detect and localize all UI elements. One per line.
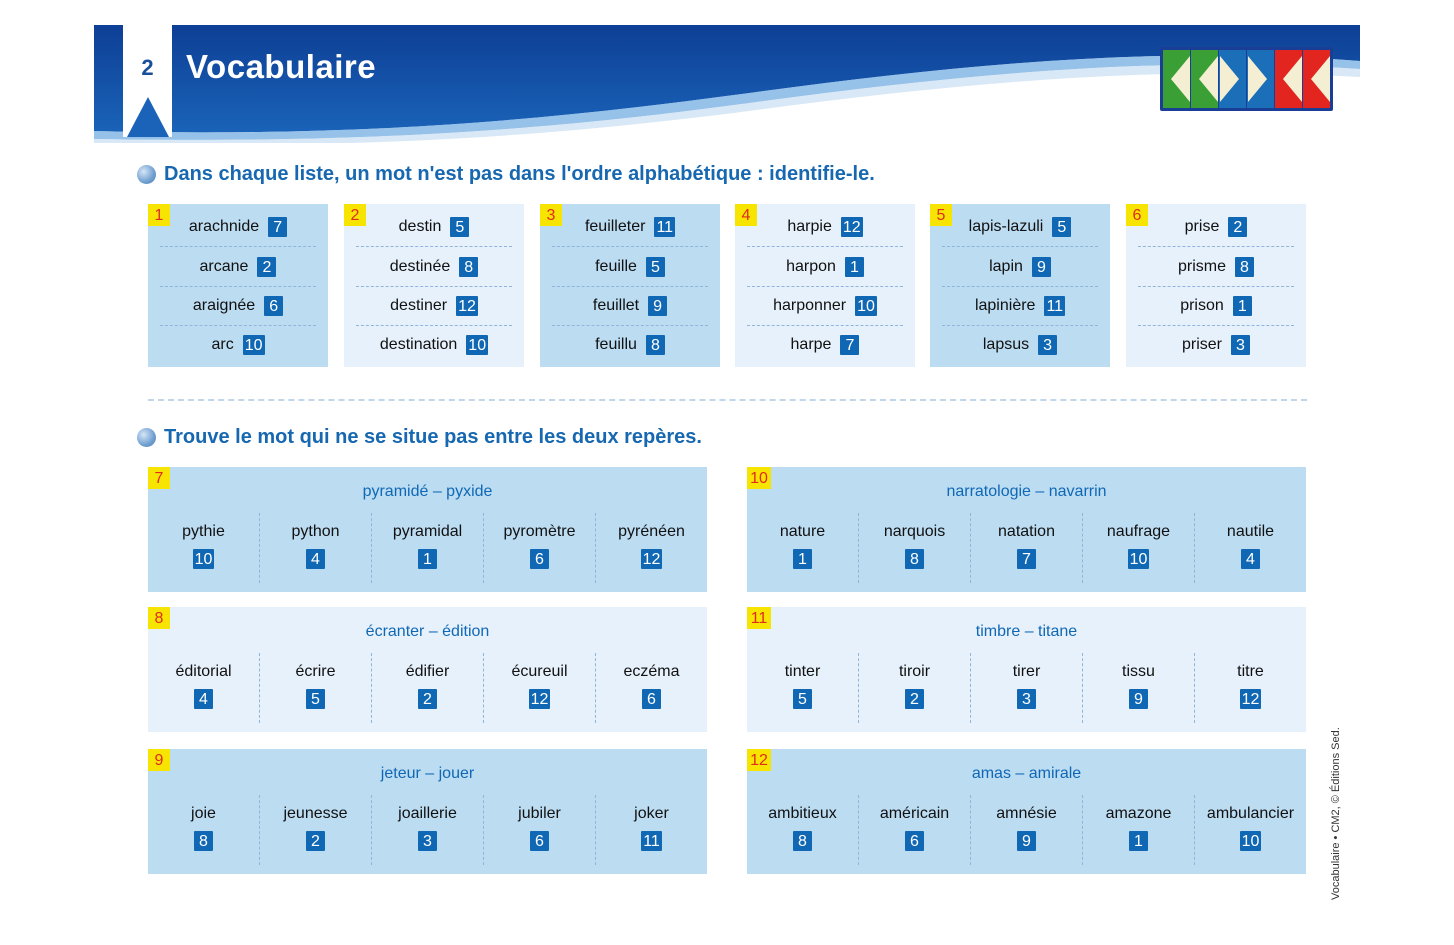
- word: tissu: [1122, 663, 1155, 680]
- number-tag: 2: [1228, 217, 1247, 237]
- word: ambitieux: [768, 805, 837, 822]
- list-item[interactable]: [160, 286, 316, 326]
- word-option[interactable]: [148, 795, 259, 865]
- exercise-box-10: [747, 467, 1306, 592]
- number-tag: 8: [194, 831, 213, 851]
- page-title: Vocabulaire: [186, 48, 377, 85]
- copyright-credit: Vocabulaire • CM2, © Éditions Sed.: [1330, 727, 1342, 900]
- word: eczéma: [623, 663, 680, 680]
- word-option[interactable]: [371, 795, 483, 865]
- word-option[interactable]: [259, 795, 371, 865]
- number-tag: 3: [1017, 689, 1036, 709]
- number-tag: 8: [1235, 257, 1254, 277]
- word: amnésie: [996, 805, 1057, 822]
- list-item[interactable]: [356, 325, 512, 364]
- word: feuillu: [595, 335, 637, 353]
- number-tag: 8: [793, 831, 812, 851]
- word-option[interactable]: [858, 653, 970, 723]
- number-tag: 4: [306, 549, 325, 569]
- number-tag: 1: [793, 549, 812, 569]
- word: prise: [1184, 217, 1220, 235]
- publisher-logo: [1160, 47, 1333, 111]
- number-tag: 6: [530, 549, 549, 569]
- number-tag: 4: [194, 689, 213, 709]
- number-tag: 1: [845, 257, 864, 277]
- list-number-badge: 2: [344, 204, 366, 226]
- list-item[interactable]: [552, 325, 708, 364]
- word: destin: [398, 217, 442, 235]
- number-tag: 2: [257, 257, 276, 277]
- word: jeunesse: [283, 805, 348, 822]
- word-option[interactable]: [148, 513, 259, 583]
- box-number-badge: 8: [148, 607, 170, 629]
- list-number-badge: 4: [735, 204, 757, 226]
- word: priser: [1181, 335, 1222, 353]
- list-item[interactable]: [747, 247, 903, 287]
- number-tag: 7: [268, 217, 287, 237]
- list-item[interactable]: [552, 247, 708, 287]
- triangle-icon: [127, 97, 169, 137]
- list-number-badge: 6: [1126, 204, 1148, 226]
- bounds-label: jeteur – jouer: [380, 765, 475, 782]
- word-option[interactable]: [1194, 653, 1306, 723]
- number-tag: 11: [1046, 297, 1064, 315]
- word: pythie: [182, 523, 225, 540]
- word: pyramidal: [392, 523, 463, 540]
- word-option[interactable]: [747, 513, 858, 583]
- exercise-box-9: [148, 749, 707, 874]
- instruction-2: [137, 426, 702, 449]
- word-option[interactable]: [970, 513, 1082, 583]
- list-item[interactable]: [356, 286, 512, 326]
- word: titre: [1237, 663, 1264, 680]
- list-item[interactable]: [356, 207, 512, 247]
- chapter-number: 2: [141, 55, 154, 80]
- number-tag: 5: [793, 689, 812, 709]
- list-item[interactable]: [747, 325, 903, 364]
- number-tag: 3: [418, 831, 437, 851]
- number-tag: 5: [1052, 217, 1071, 237]
- word: prison: [1180, 296, 1224, 314]
- number-tag: 11: [656, 218, 674, 236]
- list-item[interactable]: [1138, 247, 1294, 287]
- bullet-icon: [137, 428, 156, 447]
- exercise-box-11: [747, 607, 1306, 732]
- list-item[interactable]: [356, 247, 512, 287]
- word: tiroir: [898, 663, 931, 680]
- word: arcane: [199, 257, 249, 275]
- number-tag: 12: [530, 691, 549, 708]
- word: joie: [191, 805, 216, 822]
- word: pyromètre: [503, 523, 576, 540]
- list-item[interactable]: [552, 207, 708, 247]
- list-item[interactable]: [942, 325, 1098, 364]
- number-tag: 12: [458, 297, 476, 315]
- number-tag: 9: [648, 296, 667, 316]
- list-number-badge: 5: [930, 204, 952, 226]
- list-4: [735, 204, 915, 367]
- number-tag: 2: [306, 831, 325, 851]
- word-option[interactable]: [1082, 795, 1194, 865]
- number-tag: 9: [1129, 689, 1148, 709]
- word: feuillet: [592, 296, 640, 314]
- logo-arrows-icon: [1163, 50, 1330, 108]
- list-item[interactable]: [1138, 286, 1294, 326]
- word: naufrage: [1106, 523, 1171, 540]
- word: nautile: [1226, 523, 1275, 540]
- word: harpie: [787, 217, 832, 235]
- number-tag: 8: [905, 549, 924, 569]
- word: harpe: [790, 335, 832, 353]
- word-option[interactable]: [595, 795, 707, 865]
- number-tag: 1: [1129, 831, 1148, 851]
- word-option[interactable]: [1194, 795, 1306, 865]
- exercise-box-12: [747, 749, 1306, 874]
- word: écrire: [295, 663, 336, 680]
- word: lapsus: [982, 335, 1030, 353]
- word-option[interactable]: [970, 653, 1082, 723]
- box-number-badge: 10: [747, 467, 771, 489]
- word: destinée: [389, 257, 451, 275]
- word: feuilleter: [584, 217, 646, 235]
- number-tag: 7: [840, 335, 859, 355]
- word: écureuil: [511, 663, 568, 680]
- number-tag: 2: [905, 689, 924, 709]
- word: feuille: [595, 257, 637, 275]
- number-tag: 5: [306, 689, 325, 709]
- number-tag: 7: [1017, 549, 1036, 569]
- number-tag: 1: [1233, 296, 1252, 316]
- number-tag: 12: [1241, 691, 1260, 708]
- word-option[interactable]: [747, 795, 858, 865]
- word: jubiler: [518, 805, 561, 822]
- word: tinter: [784, 663, 821, 680]
- number-tag: 11: [643, 833, 660, 850]
- word: ambulancier: [1206, 805, 1295, 822]
- bounds-label: écranter – édition: [365, 623, 490, 640]
- list-item[interactable]: [1138, 325, 1294, 364]
- word-option[interactable]: [371, 513, 483, 583]
- word: prisme: [1177, 257, 1226, 275]
- word: pyrénéen: [618, 523, 685, 540]
- number-tag: 4: [1241, 549, 1260, 569]
- instruction-2-text: Trouve le mot qui ne se situe pas entre les deux repères.: [164, 426, 702, 448]
- list-number-badge: 1: [148, 204, 170, 226]
- list-3: [540, 204, 720, 367]
- number-tag: 8: [646, 335, 665, 355]
- number-tag: 2: [418, 689, 437, 709]
- list-item[interactable]: [160, 247, 316, 287]
- word: éditorial: [175, 663, 232, 680]
- number-tag: 12: [642, 551, 661, 568]
- word-option[interactable]: [858, 513, 970, 583]
- word: arc: [211, 335, 234, 353]
- chapter-tab: [123, 25, 172, 137]
- section-divider: [148, 399, 1307, 401]
- word: nature: [779, 523, 826, 540]
- list-item[interactable]: [747, 286, 903, 326]
- bullet-icon: [137, 165, 156, 184]
- word-option[interactable]: [1082, 653, 1194, 723]
- number-tag: 6: [264, 296, 283, 316]
- list-6: [1126, 204, 1306, 367]
- word-option[interactable]: [483, 653, 595, 723]
- word: joaillerie: [398, 805, 457, 822]
- exercise-box-8: [148, 607, 707, 732]
- number-tag: 12: [842, 218, 861, 236]
- word: édifier: [405, 663, 450, 680]
- number-tag: 10: [1241, 833, 1260, 850]
- bounds-label: narratologie – navarrin: [946, 483, 1107, 500]
- bounds-label: pyramidé – pyxide: [362, 483, 493, 500]
- number-tag: 6: [530, 831, 549, 851]
- instruction-1-text: Dans chaque liste, un mot n'est pas dans l'ordre alphabétique : identifie-le.: [164, 163, 875, 185]
- number-tag: 3: [1038, 335, 1057, 355]
- word: harponner: [773, 296, 847, 314]
- list-item[interactable]: [942, 247, 1098, 287]
- word: araignée: [192, 296, 256, 314]
- word: destination: [379, 335, 458, 353]
- box-number-badge: 11: [747, 607, 771, 629]
- number-tag: 5: [450, 217, 469, 237]
- number-tag: 3: [1231, 335, 1250, 355]
- word: joker: [634, 805, 669, 822]
- word: tirer: [1012, 663, 1041, 680]
- word-option[interactable]: [148, 653, 259, 723]
- box-number-badge: 12: [747, 749, 771, 771]
- bounds-label: amas – amirale: [971, 765, 1082, 782]
- list-1: [148, 204, 328, 367]
- word: harpon: [786, 257, 836, 275]
- number-tag: 1: [418, 549, 437, 569]
- number-tag: 9: [1032, 257, 1051, 277]
- list-item[interactable]: [160, 207, 316, 247]
- word: destiner: [390, 296, 448, 314]
- box-number-badge: 9: [148, 749, 170, 771]
- instruction-1: [137, 163, 875, 186]
- word-option[interactable]: [595, 513, 707, 583]
- word-option[interactable]: [595, 653, 707, 723]
- number-tag: 6: [905, 831, 924, 851]
- word: python: [291, 523, 340, 540]
- word: lapin: [989, 257, 1023, 275]
- box-number-badge: 7: [148, 467, 170, 489]
- number-tag: 6: [642, 689, 661, 709]
- word-option[interactable]: [259, 653, 371, 723]
- word: natation: [998, 523, 1055, 540]
- word-option[interactable]: [970, 795, 1082, 865]
- list-2: [344, 204, 524, 367]
- bounds-label: timbre – titane: [975, 623, 1078, 640]
- number-tag: 5: [646, 257, 665, 277]
- word-option[interactable]: [259, 513, 371, 583]
- number-tag: 9: [1017, 831, 1036, 851]
- word: lapinière: [974, 296, 1036, 314]
- word: amazone: [1105, 805, 1172, 822]
- number-tag: 10: [1129, 551, 1148, 568]
- word-option[interactable]: [483, 795, 595, 865]
- word-option[interactable]: [371, 653, 483, 723]
- list-item[interactable]: [942, 207, 1098, 247]
- word-option[interactable]: [1082, 513, 1194, 583]
- number-tag: 10: [468, 336, 487, 354]
- list-item[interactable]: [942, 286, 1098, 326]
- list-5: [930, 204, 1110, 367]
- number-tag: 10: [194, 551, 213, 568]
- list-number-badge: 3: [540, 204, 562, 226]
- exercise-box-7: [148, 467, 707, 592]
- list-item[interactable]: [1138, 207, 1294, 247]
- word-option[interactable]: [483, 513, 595, 583]
- word-option[interactable]: [1194, 513, 1306, 583]
- list-item[interactable]: [160, 325, 316, 364]
- word-option[interactable]: [858, 795, 970, 865]
- number-tag: 10: [857, 297, 875, 315]
- word: lapis-lazuli: [968, 217, 1044, 235]
- word-option[interactable]: [747, 653, 858, 723]
- word: arachnide: [188, 217, 260, 235]
- number-tag: 10: [244, 336, 263, 354]
- number-tag: 8: [459, 257, 478, 277]
- word: narquois: [883, 523, 946, 540]
- word: américain: [879, 805, 950, 822]
- list-item[interactable]: [747, 207, 903, 247]
- list-item[interactable]: [552, 286, 708, 326]
